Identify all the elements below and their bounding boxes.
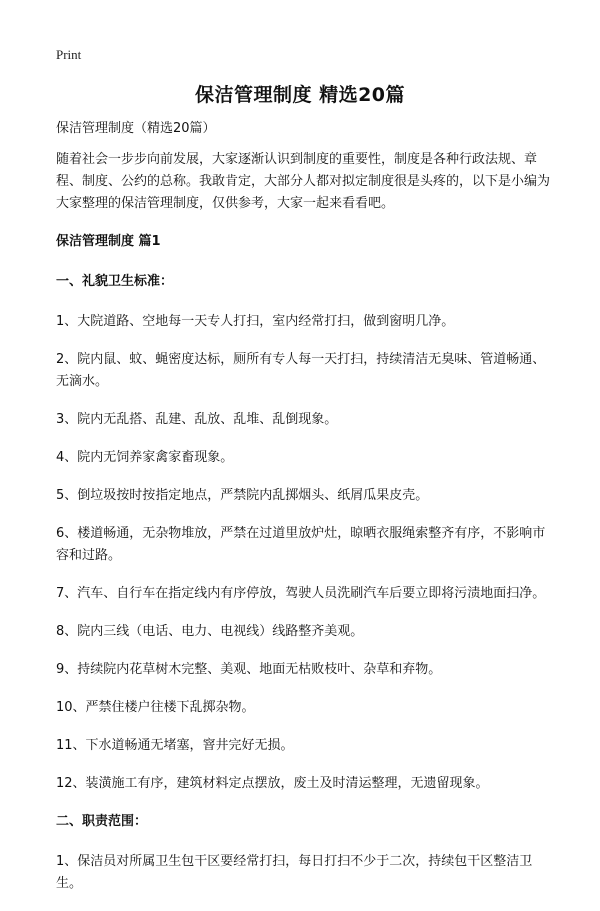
list-item: 12、装潢施工有序，建筑材料定点摆放，废土及时清运整理，无遗留现象。: [56, 776, 489, 791]
list-item: 9、持续院内花草树木完整、美观、地面无枯败枝叶、杂草和弃物。: [56, 662, 442, 677]
list-item: 6、楼道畅通，无杂物堆放，严禁在过道里放炉灶，晾晒衣服绳索整齐有序，不影响市容和过路。: [56, 526, 546, 563]
document-body: [56, 118, 552, 911]
list-item: 10、严禁住楼户往楼下乱掷杂物。: [56, 700, 255, 715]
article-heading: 保洁管理制度 篇1: [56, 234, 161, 249]
list-item: 1、大院道路、空地每一天专人打扫，室内经常打扫，做到窗明几净。: [56, 314, 455, 329]
document-subtitle: 保洁管理制度（精选20篇）: [56, 121, 216, 136]
section-heading: 二、职责范围：: [56, 814, 148, 829]
list-item: 8、院内三线（电话、电力、电视线）线路整齐美观。: [56, 624, 364, 639]
list-item: 7、汽车、自行车在指定线内有序停放，驾驶人员洗刷汽车后要立即将污渍地面扫净。: [56, 586, 546, 601]
print-link[interactable]: Print: [56, 47, 82, 62]
list-item: 11、下水道畅通无堵塞，窨井完好无损。: [56, 738, 294, 753]
list-item: 5、倒垃圾按时按指定地点，严禁院内乱掷烟头、纸屑瓜果皮壳。: [56, 488, 429, 503]
page-title: 保洁管理制度 精选20篇: [194, 84, 406, 106]
intro-paragraph: 随着社会一步步向前发展，大家逐渐认识到制度的重要性，制度是各种行政法规、章程、制度、公约的总称。我敢肯定，大部分人都对拟定制度很是头疼的，以下是小编为大家整理的保洁管理制度，仅供参考，大家一起来看看吧。: [56, 152, 551, 211]
list-item: 1、保洁员对所属卫生包干区要经常打扫，每日打扫不少于二次，持续包干区整洁卫生。: [56, 854, 533, 891]
list-item: 2、院内鼠、蚊、蝇密度达标，厕所有专人每一天打扫，持续清洁无臭味、管道畅通、无滴水。: [56, 352, 546, 389]
list-item: 3、院内无乱搭、乱建、乱放、乱堆、乱倒现象。: [56, 412, 338, 427]
section-heading: 一、礼貌卫生标准：: [56, 274, 174, 289]
list-item: 4、院内无饲养家禽家畜现象。: [56, 450, 234, 465]
